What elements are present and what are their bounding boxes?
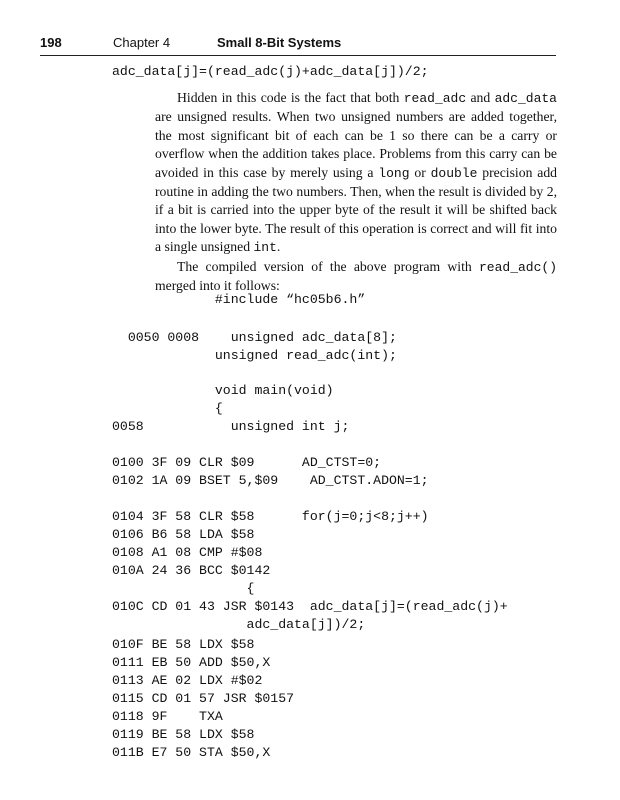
text-run: are unsigned results. When two unsigned numbers are added together, the most significant bit of each can be 1 so there can be a carry or overflow when the addition takes place. Problems from this carry can be avoided in this case by merely using a (155, 109, 557, 180)
chapter-label: Chapter 4 (113, 35, 171, 50)
text-run: and (466, 90, 495, 105)
listing-line: { (112, 581, 255, 596)
inline-code: read_adc() (478, 259, 557, 275)
listing-line: 0119 BE 58 LDX $58 (112, 727, 255, 742)
text-run: precision add routine in adding the two numbers. Then, when the result is divided by 2, if a bit is carried into the upper byte of the result it will be shifted back into the lower byte. The result of this operation is correct and will fit into a single unsigned (155, 164, 558, 255)
listing-line: { (112, 401, 223, 416)
listing-line: #include “hc05b6.h” (112, 292, 366, 307)
text-run: Hidden in this code is the fact that both (177, 90, 404, 105)
paragraph-2 (155, 258, 557, 296)
listing-line: unsigned read_adc(int); (112, 348, 397, 363)
text-run: or (409, 164, 431, 180)
listing-line: 0050 0008 unsigned adc_data[8]; (112, 330, 397, 345)
text-run: merged into it follows: (155, 278, 280, 294)
listing-line: 0100 3F 09 CLR $09 AD_CTST=0; (112, 455, 382, 470)
text-run: . (276, 239, 281, 255)
listing-line: 0111 EB 50 ADD $50,X (112, 655, 271, 670)
listing-line: 010C CD 01 43 JSR $0143 adc_data[j]=(read_adc(j)+ (112, 599, 508, 614)
code-line-top: adc_data[j]=(read_adc(j)+adc_data[j])/2; (112, 64, 429, 79)
inline-code: adc_data (494, 91, 557, 106)
paragraph-1 (155, 89, 557, 258)
listing-line: 0115 CD 01 57 JSR $0157 (112, 691, 295, 706)
inline-code: long (378, 165, 410, 181)
listing-line: 0113 AE 02 LDX #$02 (112, 673, 263, 688)
running-header (40, 33, 556, 56)
listing-line: 010F BE 58 LDX $58 (112, 637, 255, 652)
listing-line: 0118 9F TXA (112, 709, 223, 724)
inline-code: int (253, 240, 277, 256)
listing-line: 010A 24 36 BCC $0142 (112, 563, 271, 578)
chapter-title: Small 8-Bit Systems (217, 35, 342, 50)
listing-line: 0108 A1 08 CMP #$08 (112, 545, 263, 560)
page-number: 198 (40, 35, 62, 50)
listing-line: 0102 1A 09 BSET 5,$09 AD_CTST.ADON=1; (112, 473, 429, 488)
listing-line: 0106 B6 58 LDA $58 (112, 527, 255, 542)
text-run: The compiled version of the above program with (177, 258, 479, 274)
listing-line: adc_data[j])/2; (112, 617, 366, 632)
listing-line: 0058 unsigned int j; (112, 419, 350, 434)
listing-line: void main(void) (112, 383, 334, 398)
listing-line: 0104 3F 58 CLR $58 for(j=0;j<8;j++) (112, 509, 429, 524)
inline-code: double (430, 165, 478, 181)
listing-line: 011B E7 50 STA $50,X (112, 745, 271, 760)
inline-code: read_adc (403, 91, 467, 106)
body-text (155, 89, 557, 295)
